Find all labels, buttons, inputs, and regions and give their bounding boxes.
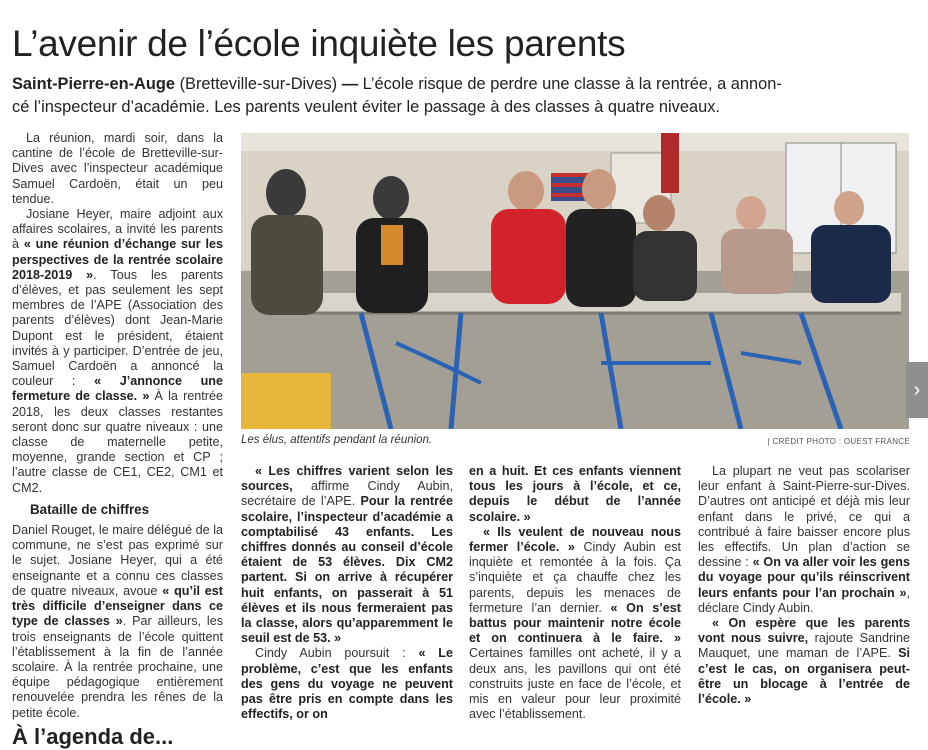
subheading: Bataille de chiffres <box>30 501 150 517</box>
col4-paragraph-2: « On espère que les parents vont nous suivre, rajoute Sandrine Mauquet, une maman de l’APE. Si c’est le cas, on organisera peut-être un blocage à l’entrée de l’école. » <box>698 616 910 707</box>
article-column-2 <box>241 464 453 722</box>
next-arrow-button[interactable]: › <box>906 362 928 418</box>
col1-paragraph-2: Josiane Heyer, maire adjoint aux affaires scolaires, a invité les parents à « une réunion d’échange sur les perspectives de la rentrée scolaire 2018-2019 ». Tous les parents d’élèves, et pas seulement les sept membres de l’APE (Association des parents d’élèves) dont Jean-Marie Dupont est le président, étaient invités à y participer. D’entrée de jeu, Samuel Cardoën a annoncé la couleur : « J’annonce une fermeture de classe. » À la rentrée 2018, les deux classes restantes seront donc sur quatre niveaux : une classe de maternelle petite, moyenne, grande section et CP ; l’autre classe de CE1, CE2, CM1 et CM2. <box>12 207 223 495</box>
headline: L’avenir de l’école inquiète les parents <box>12 23 626 64</box>
col3-paragraph-2: « Ils veulent de nouveau nous fermer l’école. » Cindy Aubin est inquiète et remontée à la fois. Ça s’inquiète et ça chauffe chez les parents, depuis les menaces de fermeture l’an dernier. « On s’est battus pour maintenir notre école et on continuera à le faire. » Certaines familles ont acheté, il y a deux ans, les pavillons qui ont été construits juste en face de l’école, et mis en valeur pour leur proximité avec l’établissement. <box>469 524 681 722</box>
lead-text-1: L’école risque de perdre une classe à la rentrée, a annon- <box>358 75 782 93</box>
article-column-4 <box>698 464 910 707</box>
lead-place: Saint-Pierre-en-Auge <box>12 75 176 93</box>
lead-dash: — <box>341 75 359 93</box>
photo-caption: Les élus, attentifs pendant la réunion. <box>241 434 433 446</box>
meeting-photo-illustration <box>241 133 909 429</box>
photo-credit: | CRÉDIT PHOTO : OUEST FRANCE <box>767 437 910 446</box>
article-column-1 <box>12 131 223 721</box>
col2-paragraph-1: « Les chiffres varient selon les sources, affirme Cindy Aubin, secrétaire de l’APE. Pour la rentrée scolaire, l’inspecteur d’académie a comptabilisé 43 enfants. Les chiffres donnés au conseil d’école étaient de 53 élèves. Dix CM2 partent. Si on arrive à récupérer huit enfants, on passerait à 51 élèves et ils nous fermeraient pas la classe, alors qu’apparemment le seuil est de 53. » <box>241 464 453 646</box>
article-column-3 <box>469 464 681 722</box>
footer-heading: À l’agenda de... <box>12 724 174 749</box>
col4-paragraph-1: La plupart ne veut pas scolariser leur enfant à Saint-Pierre-sur-Dives. D’autres ont anticipé et déjà mis leur enfant dans le privé, ce qui a contribué à faire baisser encore plus les effectifs. Un plan d’action se dessine : « On va aller voir les gens du voyage pour qu’ils réinscrivent leurs enfants pour l’an prochain », déclare Cindy Aubin. <box>698 464 910 615</box>
meeting-photo <box>241 133 909 429</box>
col2-paragraph-2: Cindy Aubin poursuit : « Le problème, c’est que les enfants des gens du voyage ne peuvent pas être pris en compte dans les effectifs, or on <box>241 646 453 722</box>
col3-paragraph-1: en a huit. Et ces enfants viennent tous les jours à l’école, et ce, depuis le début de l’année scolaire. » <box>469 464 681 524</box>
lead-text-2: cé l’inspecteur d’académie. Les parents veulent éviter le passage à des classes à quatre niveaux. <box>12 98 720 116</box>
col1-paragraph-1: La réunion, mardi soir, dans la cantine de l’école de Bretteville-sur-Dives avec l’inspecteur académique Samuel Cardoën, était un peu tendue. <box>12 131 223 206</box>
lead-paragraph <box>12 73 912 119</box>
col1-paragraph-3: Daniel Rouget, le maire délégué de la commune, ne s’est pas exprimé sur le sujet. Josiane Heyer, qui a été enseignante et a connu ces classes de quatre niveaux, avoue « qu’il est très difficile d’enseigner dans ce type de classes ». Par ailleurs, les trois enseignants de l’école quittent l’établissement à la fin de l’année scolaire. À la rentrée prochaine, une équipe pédagogique entièrement renouvelée prendra les rênes de la petite école. <box>12 523 223 720</box>
lead-place-detail: (Bretteville-sur-Dives) <box>175 75 342 93</box>
